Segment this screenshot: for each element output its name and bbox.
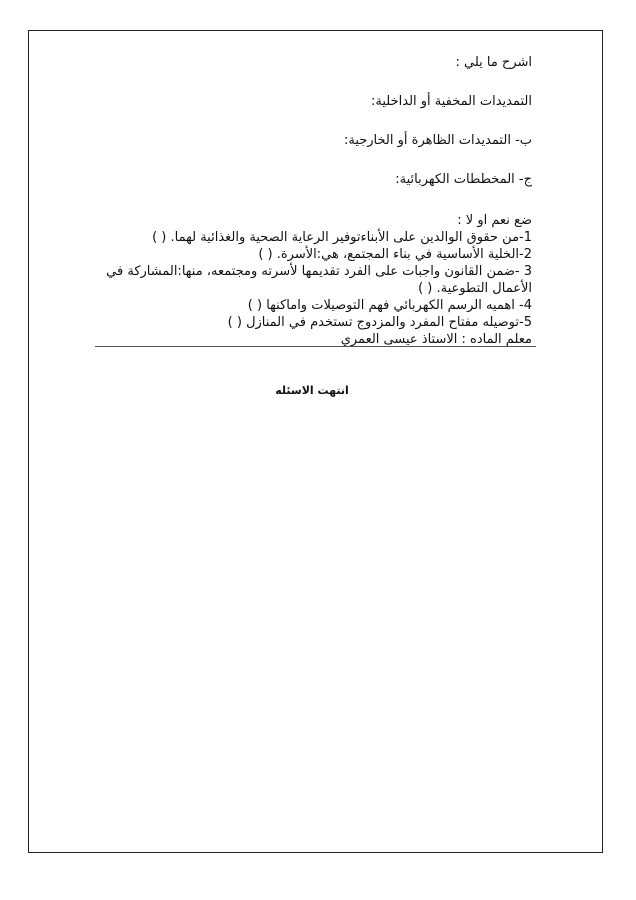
explain-item-electrical-diagrams: ج- المخططات الكهربائية: [395, 172, 532, 187]
divider-line [95, 346, 536, 347]
yes-no-item-3: 3 -ضمن القانون واجبات على الفرد تقديمها لأسرته ومجتمعه، منها:المشاركة في الأعمال التطوعية. ( ) [106, 264, 532, 296]
yes-no-item-2: 2-الخلية الأساسية في بناء المجتمع، هي:الأسرة. ( ) [258, 247, 532, 262]
yes-no-heading: ضع نعم او لا : [457, 213, 532, 228]
explain-item-visible-wiring: ب- التمديدات الظاهرة أو الخارجية: [343, 133, 532, 148]
yes-no-item-5: 5-توصيله مفتاح المفرد والمزدوج تستخدم في المنازل ( ) [227, 315, 532, 330]
worksheet-content [90, 48, 532, 348]
explain-heading: اشرح ما يلي : [455, 55, 532, 70]
end-of-questions: انتهت الاسئله [275, 384, 349, 397]
explain-item-hidden-wiring: التمديدات المخفية أو الداخلية: [371, 94, 532, 109]
yes-no-item-1: 1-من حقوق الوالدين على الأبناءتوفير الرعاية الصحية والغذائية لهما. ( ) [152, 230, 532, 245]
yes-no-item-4: 4- اهميه الرسم الكهربائي فهم التوصيلات واماكنها ( ) [247, 298, 532, 313]
teacher-name: معلم الماده : الاستاذ عيسى العمري [340, 332, 532, 347]
